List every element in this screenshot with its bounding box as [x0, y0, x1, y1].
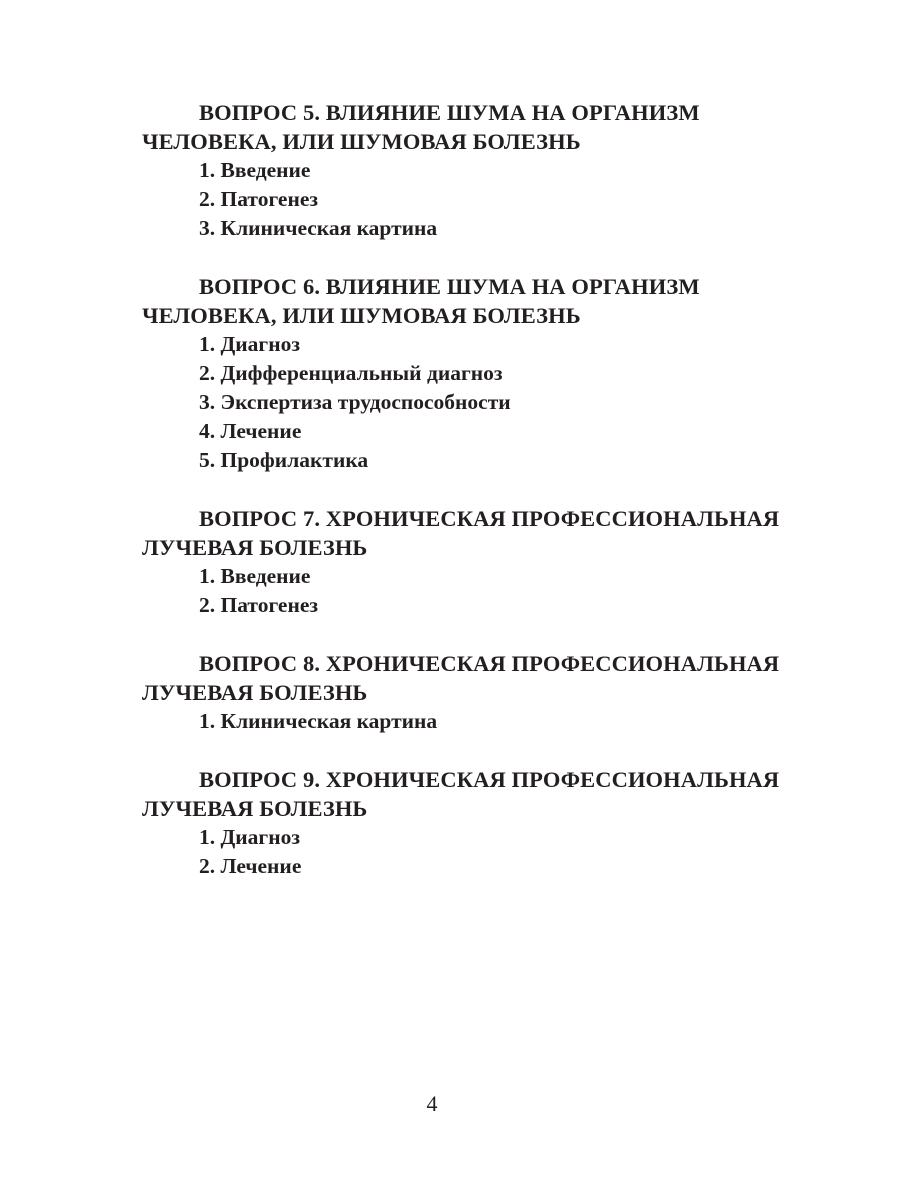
subtopic-item: 1. Клиническая картина — [199, 709, 438, 733]
subtopic-list — [142, 707, 782, 736]
subtopic-list — [142, 156, 782, 243]
question-heading: ВОПРОС 7. ХРОНИЧЕСКАЯ ПРОФЕССИОНАЛЬНАЯ ЛУЧЕВАЯ БОЛЕЗНЬ — [142, 506, 780, 560]
question-heading: ВОПРОС 8. ХРОНИЧЕСКАЯ ПРОФЕССИОНАЛЬНАЯ ЛУЧЕВАЯ БОЛЕЗНЬ — [142, 651, 780, 705]
subtopic-item: 2. Патогенез — [199, 187, 319, 211]
subtopic-item: 5. Профилактика — [199, 448, 369, 472]
subtopic-item: 2. Дифференциальный диагноз — [199, 361, 503, 385]
subtopic-list — [142, 823, 782, 881]
question-section — [142, 504, 782, 620]
subtopic-item: 1. Введение — [199, 564, 311, 588]
question-heading: ВОПРОС 6. ВЛИЯНИЕ ШУМА НА ОРГАНИЗМ ЧЕЛОВЕКА, ИЛИ ШУМОВАЯ БОЛЕЗНЬ — [142, 274, 700, 328]
page-number: 4 — [426, 1091, 438, 1116]
question-heading: ВОПРОС 5. ВЛИЯНИЕ ШУМА НА ОРГАНИЗМ ЧЕЛОВЕКА, ИЛИ ШУМОВАЯ БОЛЕЗНЬ — [142, 100, 700, 154]
subtopic-item: 2. Лечение — [199, 854, 302, 878]
subtopic-list — [142, 562, 782, 620]
question-section — [142, 649, 782, 736]
subtopic-item: 1. Диагноз — [199, 332, 300, 356]
subtopic-item: 4. Лечение — [199, 419, 302, 443]
question-section — [142, 98, 782, 243]
subtopic-item: 1. Введение — [199, 158, 311, 182]
subtopic-list — [142, 330, 782, 475]
subtopic-item: 3. Экспертиза трудоспособности — [199, 390, 511, 414]
question-section — [142, 272, 782, 475]
question-heading: ВОПРОС 9. ХРОНИЧЕСКАЯ ПРОФЕССИОНАЛЬНАЯ ЛУЧЕВАЯ БОЛЕЗНЬ — [142, 767, 780, 821]
subtopic-item: 3. Клиническая картина — [199, 216, 438, 240]
subtopic-item: 2. Патогенез — [199, 593, 319, 617]
question-list — [142, 98, 782, 910]
subtopic-item: 1. Диагноз — [199, 825, 300, 849]
question-section — [142, 765, 782, 881]
